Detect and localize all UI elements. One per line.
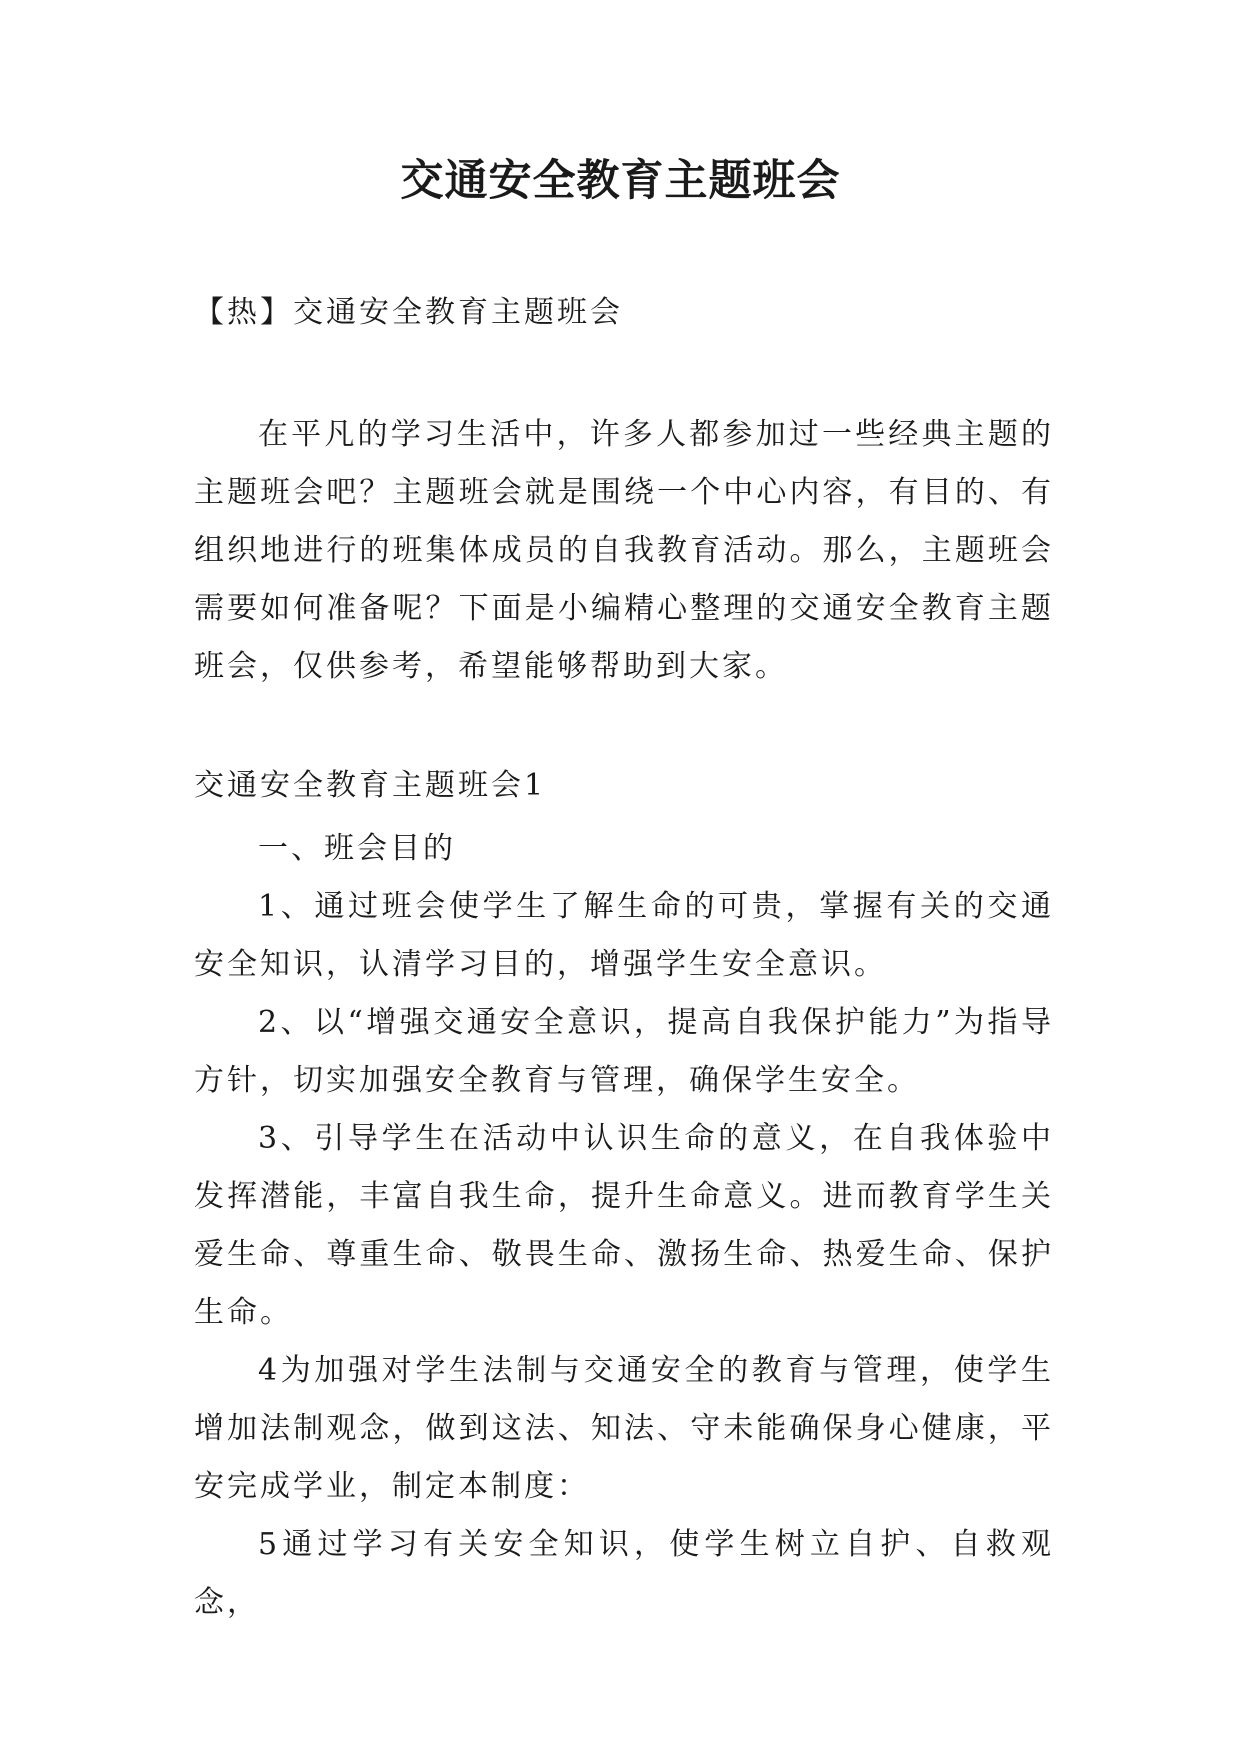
section-heading: 交通安全教育主题班会1 (194, 768, 547, 803)
document-title: 交通安全教育主题班会 (400, 156, 841, 206)
document-subtitle: 【热】交通安全教育主题班会 (194, 295, 623, 330)
intro-paragraph: 在平凡的学习生活中，许多人都参加过一些经典主题的主题班会吧？主题班会就是围绕一个中心内容，有目的、有组织地进行的班集体成员的自我教育活动。那么，主题班会需要如何准备呢？下面是小编精心整理的交通安全教育主题班会，仅供参考，希望能够帮助到大家。 (194, 417, 1054, 684)
objective-item-4: 4为加强对学生法制与交通安全的教育与管理，使学生增加法制观念，做到这法、知法、守未能确保身心健康，平安完成学业，制定本制度： (194, 1353, 1054, 1504)
part-heading: 一、班会目的 (258, 831, 456, 866)
objective-item-2: 2、以“增强交通安全意识，提高自我保护能力”为指导方针，切实加强安全教育与管理，确保学生安全。 (194, 1005, 1054, 1098)
objective-item-3: 3、引导学生在活动中认识生命的意义，在自我体验中发挥潜能，丰富自我生命，提升生命意义。进而教育学生关爱生命、尊重生命、敬畏生命、激扬生命、热爱生命、保护生命。 (194, 1121, 1054, 1330)
objective-item-5: 5通过学习有关安全知识，使学生树立自护、自救观念， (194, 1527, 1054, 1620)
objective-item-1: 1、通过班会使学生了解生命的可贵，掌握有关的交通安全知识，认清学习目的，增强学生安全意识。 (194, 889, 1054, 982)
section-body (194, 820, 1054, 1632)
